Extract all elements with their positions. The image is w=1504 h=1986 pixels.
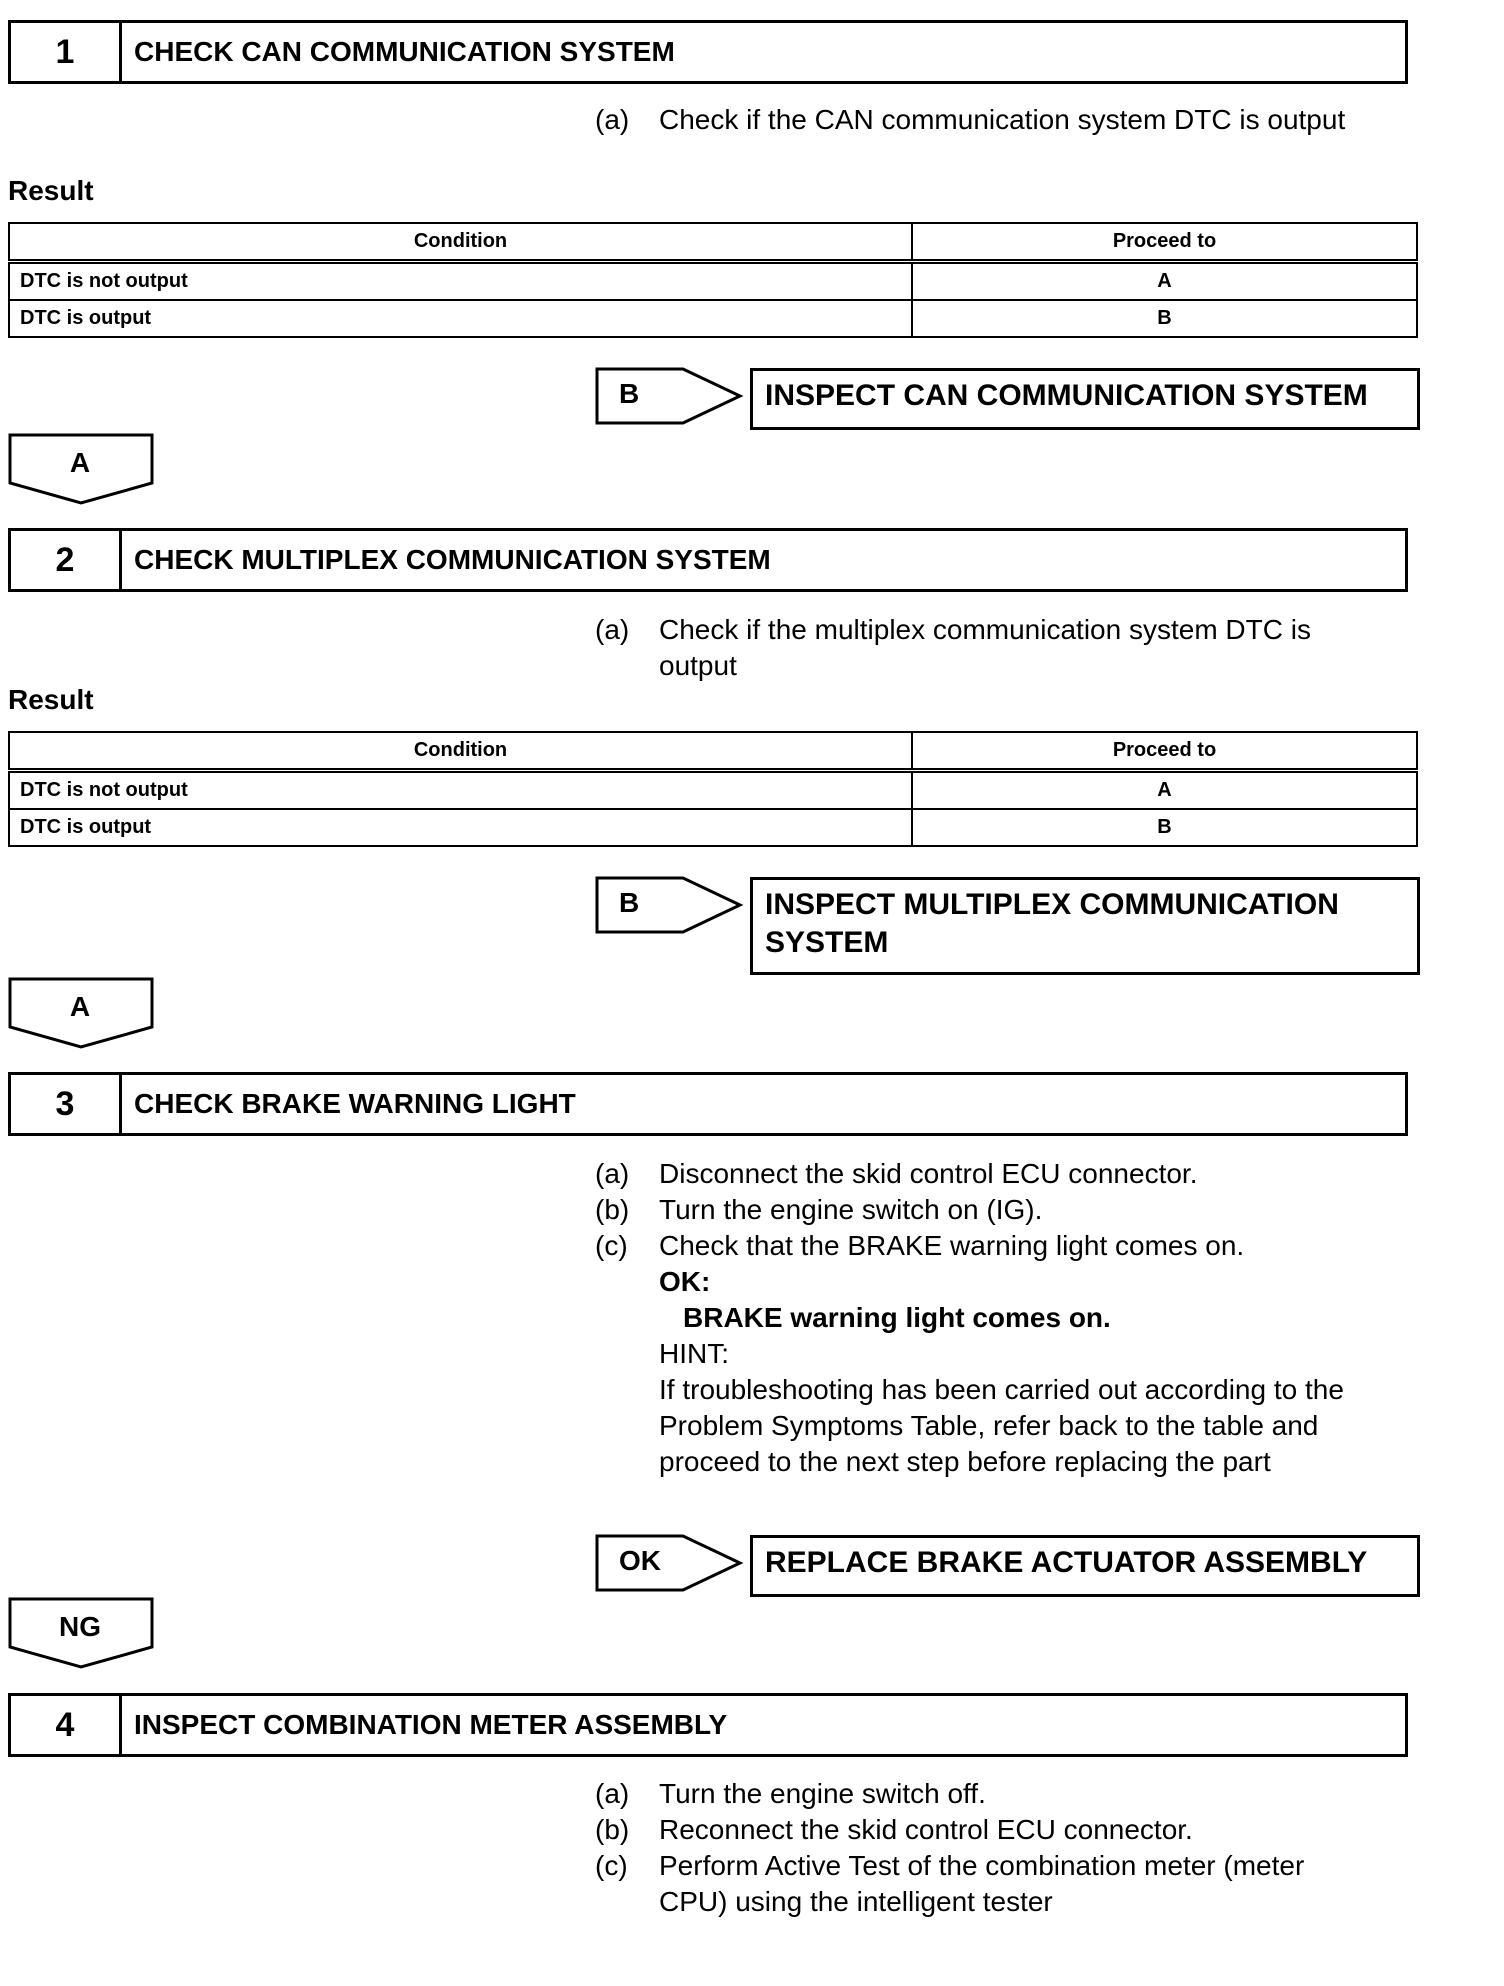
instruction-letter: (b) [595,1814,630,1845]
result-table [8,731,1418,847]
step-title: INSPECT COMBINATION METER ASSEMBLY [134,1709,728,1740]
hint-line: If troubleshooting has been carried out according to the [659,1374,1344,1405]
action-box [750,368,1420,430]
step-number: 1 [11,23,122,81]
step-4-header [8,1693,1408,1757]
instruction-letter: (a) [595,614,630,645]
next-label: NG [59,1611,101,1642]
instruction-text: Disconnect the skid control ECU connector. [659,1158,1198,1189]
instruction-text-cont: output [659,650,737,681]
step-number: 4 [11,1696,122,1754]
instruction-item [595,1156,1415,1192]
instruction-letter: (c) [595,1230,628,1261]
column-header-condition: Condition [9,223,912,262]
step-2-instructions [595,612,1415,684]
branch-arrow-icon [594,366,744,426]
action-text: INSPECT MULTIPLEX COMMUNICATION [765,888,1339,921]
instruction-item [595,1228,1415,1264]
table-header-row [9,223,1417,262]
step-4-instructions [595,1776,1415,1920]
table-row [9,300,1417,337]
condition-cell: DTC is not output [9,771,912,810]
branch-arrow-icon [594,875,744,935]
step-number: 3 [11,1075,122,1133]
column-header-proceed: Proceed to [912,732,1417,771]
column-header-condition: Condition [9,732,912,771]
step-3-header [8,1072,1408,1136]
step-title: CHECK CAN COMMUNICATION SYSTEM [134,36,675,67]
instruction-text: Perform Active Test of the combination meter (meter [659,1850,1305,1881]
action-text: REPLACE BRAKE ACTUATOR ASSEMBLY [765,1546,1368,1579]
result-label: Result [8,175,94,206]
branch-label: OK [619,1545,661,1576]
table-header-row [9,732,1417,771]
condition-cell: DTC is output [9,809,912,846]
instruction-letter: (b) [595,1194,630,1225]
ok-spec: BRAKE warning light comes on. [683,1302,1111,1333]
step-1-header [8,20,1408,84]
step-title: CHECK BRAKE WARNING LIGHT [134,1088,576,1119]
instruction-text: Reconnect the skid control ECU connector. [659,1814,1193,1845]
instruction-item [595,102,1415,138]
result-table [8,222,1418,338]
column-header-proceed: Proceed to [912,223,1417,262]
instruction-text: Check that the BRAKE warning light comes on. [659,1230,1245,1261]
table-row [9,262,1417,301]
action-box [750,877,1420,975]
condition-cell: DTC is not output [9,262,912,301]
table-row [9,771,1417,810]
proceed-cell: A [912,262,1417,301]
branch-arrow-icon [594,1533,744,1593]
hint-label: HINT: [659,1338,729,1369]
instruction-text: Check if the CAN communication system DTC is output [659,104,1346,135]
next-label: A [69,447,91,478]
instruction-item [595,1192,1415,1228]
instruction-text: Turn the engine switch on (IG). [659,1194,1043,1225]
instruction-text-cont: CPU) using the intelligent tester [659,1886,1053,1917]
branch-label: B [619,887,640,918]
instruction-item [595,1812,1415,1848]
next-label: A [69,991,91,1022]
result-label: Result [8,684,94,715]
step-1-instructions [595,102,1415,138]
proceed-cell: A [912,771,1417,810]
instruction-letter: (a) [595,1158,630,1189]
instruction-item [595,612,1415,684]
action-text-cont: SYSTEM [765,926,889,959]
table-row [9,809,1417,846]
step-title: CHECK MULTIPLEX COMMUNICATION SYSTEM [134,544,771,575]
action-text: INSPECT CAN COMMUNICATION SYSTEM [765,379,1368,412]
condition-cell: DTC is output [9,300,912,337]
instruction-letter: (a) [595,104,630,135]
hint-line: Problem Symptoms Table, refer back to the table and [659,1410,1319,1441]
instruction-letter: (c) [595,1850,628,1881]
action-box [750,1535,1420,1597]
branch-label: B [619,378,640,409]
instruction-item [595,1848,1415,1920]
step-2-header [8,528,1408,592]
step-3-instructions [595,1156,1415,1480]
proceed-cell: B [912,300,1417,337]
ok-label: OK: [659,1266,711,1297]
instruction-item [595,1776,1415,1812]
hint-line: proceed to the next step before replacing the part [659,1446,1271,1477]
instruction-text: Check if the multiplex communication system DTC is [659,614,1311,645]
proceed-cell: B [912,809,1417,846]
instruction-letter: (a) [595,1778,630,1809]
step-number: 2 [11,531,122,589]
instruction-text: Turn the engine switch off. [659,1778,986,1809]
